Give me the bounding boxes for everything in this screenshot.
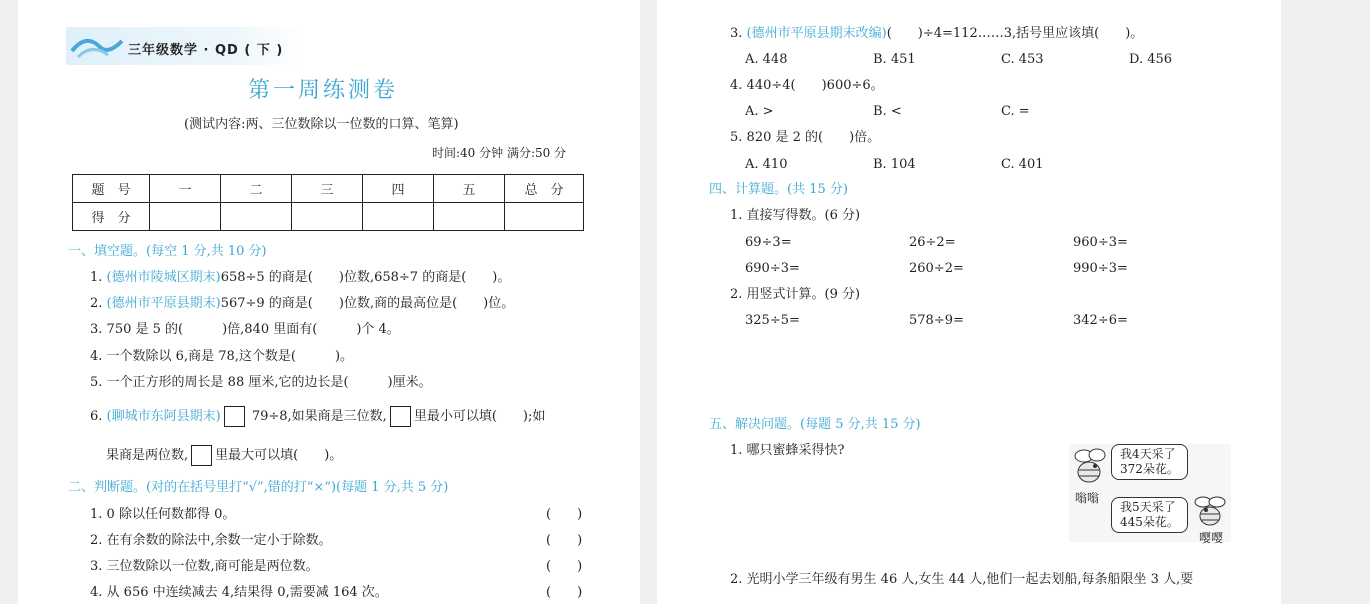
score-row-label: 得 分: [73, 203, 150, 231]
vertical-calc-item: 578÷9=: [909, 313, 964, 328]
answer-parenthesis[interactable]: ( ): [546, 533, 583, 548]
score-header-cell: 一: [150, 175, 221, 203]
score-header-cell: 二: [221, 175, 292, 203]
choice-question-5: [730, 130, 880, 146]
answer-box[interactable]: [191, 445, 212, 466]
bubble-text: 372朵花。: [1120, 462, 1179, 476]
question-number: 4.: [730, 78, 743, 93]
bee-icon: [1191, 494, 1231, 530]
option-a[interactable]: A. 410: [745, 157, 788, 172]
vertical-calc-item: 325÷5=: [745, 313, 800, 328]
score-table: [72, 174, 584, 231]
option-a[interactable]: A. >: [745, 104, 774, 119]
question-number: 4.: [90, 585, 103, 600]
question-text: 里最大可以填( )。: [215, 448, 343, 463]
judgement-item: [90, 585, 388, 601]
answer-box[interactable]: [390, 406, 411, 427]
bee-illustration: [1069, 444, 1231, 545]
question-number: 1.: [90, 270, 103, 285]
oral-calc-item: 26÷2=: [909, 235, 956, 250]
score-cell[interactable]: [363, 203, 434, 231]
test-content-note: (测试内容:两、三位数除以一位数的口算、笔算): [184, 117, 459, 132]
question-text: 三位数除以一位数,商可能是两位数。: [106, 559, 319, 574]
score-cell[interactable]: [434, 203, 505, 231]
question-number: 2.: [90, 296, 103, 311]
question-6: [90, 406, 545, 428]
oral-calc-item: 260÷2=: [909, 261, 964, 276]
word-problem-1: 1. 哪只蜜蜂采得快?: [730, 443, 845, 458]
question-5: [90, 375, 432, 391]
choice-question-3: [730, 26, 1143, 42]
question-number: 3.: [730, 26, 743, 41]
worksheet-page-right: [657, 0, 1281, 604]
question-text: ( )÷4=112……3,括号里应该填( )。: [886, 26, 1144, 41]
question-source-tag: (德州市平原县期末改编): [746, 26, 887, 41]
option-b[interactable]: B. 104: [873, 157, 916, 172]
oral-calc-item: 960÷3=: [1073, 235, 1128, 250]
sub-question-oral: 1. 直接写得数。(6 分): [730, 208, 861, 223]
question-source-tag: (聊城市东阿县期末): [106, 409, 221, 424]
question-source-tag: (德州市陵城区期末): [106, 270, 221, 285]
bubble-text: 445朵花。: [1120, 515, 1179, 529]
sub-question-vertical: 2. 用竖式计算。(9 分): [730, 287, 861, 302]
question-number: 5.: [730, 130, 743, 145]
bubble-text: 我4天采了: [1120, 447, 1176, 461]
bee-name-label: 嘤嘤: [1199, 531, 1224, 545]
question-text: 79÷8,如果商是三位数,: [251, 409, 387, 424]
question-number: 5.: [90, 375, 103, 390]
question-source-tag: (德州市平原县期末): [106, 296, 221, 311]
banner-label: 三年级数学 · QD ( 下 ): [128, 43, 284, 58]
score-header-cell: 五: [434, 175, 505, 203]
section-heading-true-false: 二、判断题。(对的在括号里打“√”,错的打“×”)(每题 1 分,共 5 分): [68, 480, 449, 495]
option-a[interactable]: A. 448: [745, 52, 788, 67]
question-text: 658÷5 的商是( )位数,658÷7 的商是( )。: [220, 270, 511, 285]
section-heading-calculation: 四、计算题。(共 15 分): [709, 182, 848, 197]
question-number: 3.: [90, 559, 103, 574]
speech-bubble: [1111, 444, 1188, 480]
question-text: 440÷4( )600÷6。: [746, 78, 884, 93]
option-c[interactable]: C. 453: [1001, 52, 1044, 67]
question-number: 4.: [90, 349, 103, 364]
judgement-item: [90, 533, 332, 549]
choice-question-4: [730, 78, 884, 94]
section-heading-word-problems: 五、解决问题。(每题 5 分,共 15 分): [709, 417, 921, 432]
swoosh-logo-icon: [68, 29, 126, 63]
question-number: 3.: [90, 322, 103, 337]
time-and-score: 时间:40 分钟 满分:50 分: [432, 146, 567, 160]
page-title: 第一周练测卷: [248, 78, 399, 103]
vertical-calc-item: 342÷6=: [1073, 313, 1128, 328]
answer-box[interactable]: [224, 406, 245, 427]
question-text: 0 除以任何数都得 0。: [106, 507, 236, 522]
grade-banner: [66, 27, 306, 65]
question-text: 820 是 2 的( )倍。: [746, 130, 881, 145]
question-text: 从 656 中连续减去 4,结果得 0,需要减 164 次。: [106, 585, 388, 600]
question-text: 750 是 5 的( )倍,840 里面有( )个 4。: [106, 322, 400, 337]
bee-name-label: 嗡嗡: [1075, 491, 1100, 505]
score-header-cell: 三: [292, 175, 363, 203]
question-text: 一个正方形的周长是 88 厘米,它的边长是( )厘米。: [106, 375, 432, 390]
question-6-continued: [106, 445, 342, 467]
section-heading-fill-blank: 一、填空题。(每空 1 分,共 10 分): [68, 244, 267, 259]
score-table-header-row: [73, 175, 584, 203]
score-cell[interactable]: [221, 203, 292, 231]
option-d[interactable]: D. 456: [1129, 52, 1173, 67]
judgement-item: [90, 559, 319, 575]
word-problem-2: 2. 光明小学三年级有男生 46 人,女生 44 人,他们一起去划船,每条船限坐 3 人,要: [730, 572, 1194, 587]
oral-calc-item: 690÷3=: [745, 261, 800, 276]
question-text: 果商是两位数,: [106, 448, 189, 463]
score-header-cell: 题 号: [73, 175, 150, 203]
score-header-cell: 四: [363, 175, 434, 203]
judgement-item: [90, 507, 235, 523]
question-1: [90, 270, 510, 286]
score-header-cell: 总 分: [505, 175, 584, 203]
speech-bubble: [1111, 497, 1188, 533]
answer-parenthesis[interactable]: ( ): [546, 585, 583, 600]
question-number: 2.: [90, 533, 103, 548]
score-table-score-row: [73, 203, 584, 231]
question-text: 567÷9 的商是( )位数,商的最高位是( )位。: [220, 296, 515, 311]
question-2: [90, 296, 514, 312]
question-text: 在有余数的除法中,余数一定小于除数。: [106, 533, 332, 548]
option-c[interactable]: C. 401: [1001, 157, 1044, 172]
question-number: 1.: [90, 507, 103, 522]
oral-calc-item: 69÷3=: [745, 235, 792, 250]
answer-parenthesis[interactable]: ( ): [546, 559, 583, 574]
answer-parenthesis[interactable]: ( ): [546, 507, 583, 522]
question-3: [90, 322, 400, 338]
question-text: 里最小可以填( );如: [413, 409, 546, 424]
option-b[interactable]: B. 451: [873, 52, 916, 67]
worksheet-page-left: [18, 0, 640, 604]
option-c[interactable]: C. =: [1001, 104, 1030, 119]
question-number: 6.: [90, 409, 103, 424]
oral-calc-item: 990÷3=: [1073, 261, 1128, 276]
score-cell[interactable]: [505, 203, 584, 231]
option-b[interactable]: B. <: [873, 104, 902, 119]
question-text: 一个数除以 6,商是 78,这个数是( )。: [106, 349, 354, 364]
bubble-text: 我5天采了: [1120, 500, 1176, 514]
score-cell[interactable]: [150, 203, 221, 231]
question-4: [90, 349, 353, 365]
score-cell[interactable]: [292, 203, 363, 231]
bee-icon: [1069, 446, 1109, 490]
